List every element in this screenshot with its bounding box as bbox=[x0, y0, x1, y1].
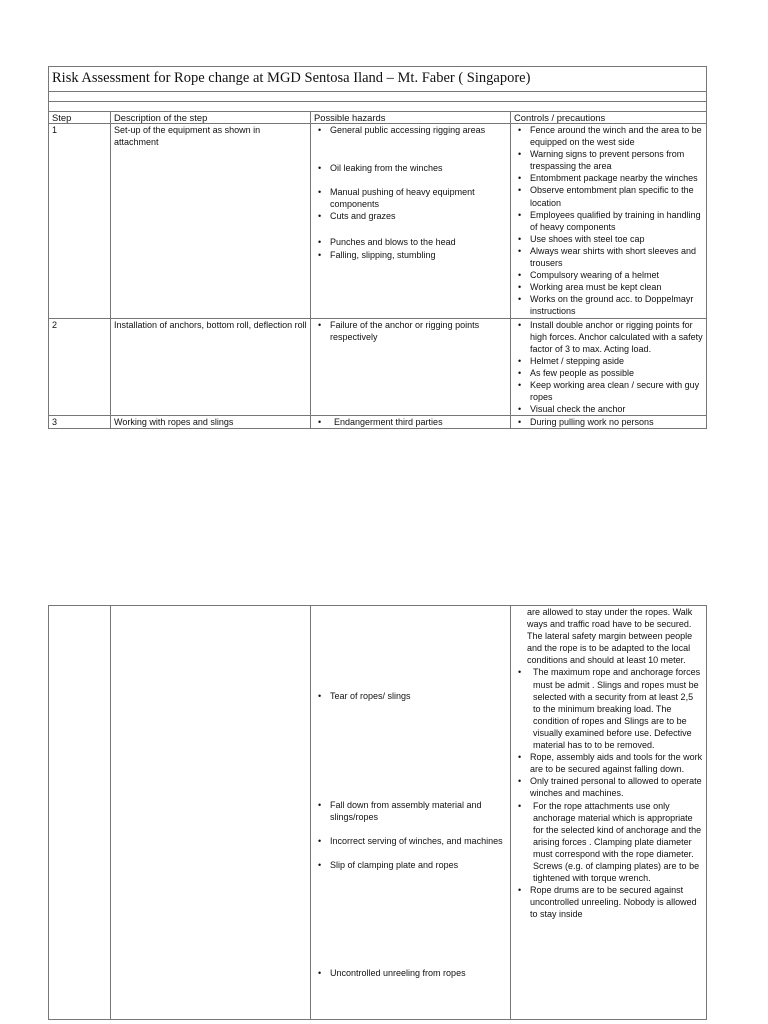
control-item: • During pulling work no persons bbox=[530, 416, 703, 428]
table-row bbox=[49, 416, 707, 429]
step-number: 1 bbox=[49, 124, 111, 319]
hazard-item: • Slip of clamping plate and ropes bbox=[330, 859, 507, 871]
control-item: • Rope drums are to be secured against uncontrolled unreeling. Nobody is allowed to stay inside bbox=[530, 884, 703, 920]
control-item: • For the rope attachments use only anchorage material which is appropriate for the selected kind of anchorage and the arising forces . Clamping plate diameter must correspond with the rope diameter. Screws (e.g. of clamping plates) are to be tightened with torque wrench. bbox=[530, 800, 703, 885]
hazards-cell bbox=[311, 318, 511, 416]
hazards-cell bbox=[311, 416, 511, 429]
risk-assessment-table-page1 bbox=[48, 66, 707, 429]
control-item: • Rope, assembly aids and tools for the work are to be secured against falling down. bbox=[530, 751, 703, 775]
control-item: • Works on the ground acc. to Doppelmayr instructions bbox=[530, 293, 703, 317]
step-description bbox=[111, 606, 311, 1020]
hazard-item: • Falling, slipping, stumbling bbox=[330, 249, 507, 261]
document-title: Risk Assessment for Rope change at MGD Sentosa Iland – Mt. Faber ( Singapore) bbox=[49, 67, 707, 92]
control-item: • The maximum rope and anchorage forces must be admit . Slings and ropes must be selected with a security from at least 2,5 to the minimum breaking load. The condition of ropes and Slings are to be visually examined before use. Defective material has to to be removed. bbox=[530, 666, 703, 751]
control-item: • Employees qualified by training in handling of heavy components bbox=[530, 209, 703, 233]
control-item: • As few people as possible bbox=[530, 367, 703, 379]
control-item: • Observe entombment plan specific to the location bbox=[530, 184, 703, 208]
empty-row bbox=[49, 102, 707, 112]
table-row bbox=[49, 606, 707, 1020]
table-row bbox=[49, 318, 707, 416]
hazard-item: • Cuts and grazes bbox=[330, 210, 507, 222]
risk-table bbox=[48, 66, 707, 429]
control-item: • Keep working area clean / secure with guy ropes bbox=[530, 379, 703, 403]
step-description: Installation of anchors, bottom roll, deflection roll bbox=[111, 318, 311, 416]
header-hazards: Possible hazards bbox=[311, 112, 511, 124]
step-number: 3 bbox=[49, 416, 111, 429]
hazards-cell bbox=[311, 124, 511, 319]
controls-cell bbox=[511, 124, 707, 319]
hazard-item: • Oil leaking from the winches bbox=[330, 162, 507, 174]
step-description: Set-up of the equipment as shown in attachment bbox=[111, 124, 311, 319]
table-row bbox=[49, 124, 707, 319]
hazard-item: • Fall down from assembly material and slings/ropes bbox=[330, 799, 507, 823]
step-number bbox=[49, 606, 111, 1020]
control-item: • Only trained personal to allowed to operate winches and machines. bbox=[530, 775, 703, 799]
control-item: • Warning signs to prevent persons from trespassing the area bbox=[530, 148, 703, 172]
controls-cell bbox=[511, 416, 707, 429]
control-item: • Compulsory wearing of a helmet bbox=[530, 269, 703, 281]
risk-table-continuation bbox=[48, 605, 707, 1020]
risk-assessment-table-page2 bbox=[48, 605, 707, 1020]
control-continuation-text: are allowed to stay under the ropes. Walk ways and traffic road have to be secured. The lateral safety margin between people and the rope is to be adapted to the local conditions and should at least 10 meter. bbox=[527, 607, 693, 666]
header-controls: Controls / precautions bbox=[511, 112, 707, 124]
hazard-item: • Tear of ropes/ slings bbox=[330, 690, 507, 702]
control-item: • Entombment package nearby the winches bbox=[530, 172, 703, 184]
hazard-item: • Punches and blows to the head bbox=[330, 236, 507, 248]
header-row bbox=[49, 112, 707, 124]
step-number: 2 bbox=[49, 318, 111, 416]
empty-row bbox=[49, 92, 707, 102]
header-step: Step bbox=[49, 112, 111, 124]
control-item: • Use shoes with steel toe cap bbox=[530, 233, 703, 245]
control-item: • Working area must be kept clean bbox=[530, 281, 703, 293]
controls-cell bbox=[511, 606, 707, 1020]
control-item: • Visual check the anchor bbox=[530, 403, 703, 415]
hazard-item: • Uncontrolled unreeling from ropes bbox=[330, 967, 507, 979]
control-item: • Fence around the winch and the area to be equipped on the west side bbox=[530, 124, 703, 148]
hazard-item: • General public accessing rigging areas bbox=[330, 124, 507, 136]
control-item: • Helmet / stepping aside bbox=[530, 355, 703, 367]
header-description: Description of the step bbox=[111, 112, 311, 124]
control-item: • Always wear shirts with short sleeves and trousers bbox=[530, 245, 703, 269]
hazard-item: • Endangerment third parties bbox=[330, 416, 507, 428]
control-item: • Install double anchor or rigging points for high forces. Anchor calculated with a safety factor of 3 to max. Acting load. bbox=[530, 319, 703, 355]
step-description: Working with ropes and slings bbox=[111, 416, 311, 429]
hazard-item: • Failure of the anchor or rigging points respectively bbox=[330, 319, 507, 343]
hazards-cell bbox=[311, 606, 511, 1020]
controls-cell bbox=[511, 318, 707, 416]
hazard-item: • Manual pushing of heavy equipment components bbox=[330, 186, 507, 210]
hazard-item: • Incorrect serving of winches, and machines bbox=[330, 835, 507, 847]
